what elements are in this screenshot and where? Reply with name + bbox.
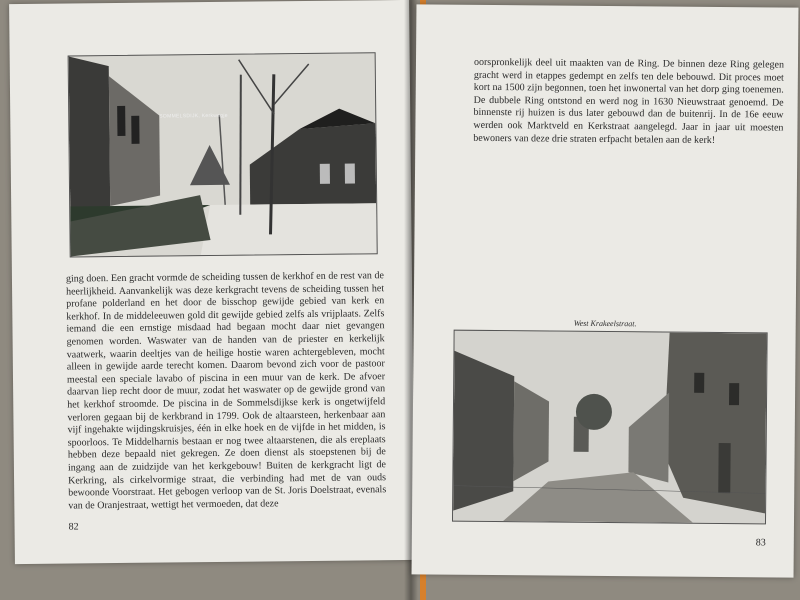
left-paragraph: ging doen. Een gracht vormde de scheiding tussen de kerkhof en de rest van de heerlijkheid. Aanvankelijk was deze kerkgracht tevens de scheiding tussen het profane polderland en het door de bisschop gewijde gebied van kerk en kerkhof. In de middeleeuwen gold dit gewijde gebied zelfs als vrijplaats. Zelfs iemand die een ernstige misdaad had begaan mocht daar niet gevangen genomen worden. Waswater van de handen van de priester en kerkelijk vaatwerk, waarin deeltjes van de heilige hostie waren achtergebleven, mocht alleen in gewijde aarde terecht komen. Daarom bevond zich voor de pastoor meestal een speciale lavabo of piscina in een muur van de kerk. De afvoer daarvan liep recht door de muur, zodat het waswater op de gewijde grond van het kerkhof stroomde. De piscina in de Sommelsdijkse kerk is ongetwijfeld verloren gegaan bij de kerkbrand in 1799. Ook de altaarsteen, herkenbaar aan vijf ingehakte wijdingskruisjes, één in elke hoek en de vijfde in het midden, is spoorloos. Te Middelharnis bestaan er nog twee altaarstenen, die als ereplaats hebben deze bepaald niet gekregen. Ze doen dienst als stoepstenen bij de ingang aan de zuidzijde van het kerkgebouw! Buiten de kerkgracht ligt de Kerkring, als cirkelvormige straat, die verbinding had met de van ouds bewoonde Voorstraat. Het gebogen verloop van de St. Joris Doelstraat, evenals van de Oranjestraat, wettigt het vermoeden, dat deze [65,270,387,512]
page-number-right: 83 [755,537,766,549]
photo-kerkwegje [68,52,378,257]
photo-caption-tag: SOMMELSDIJK, Kerkwegje [159,112,228,120]
right-paragraph: oorspronkelijk deel uit maakten van de Ring. De binnen deze Ring gelegen gracht werd in etappes gedempt en zelfs ten dele bebouwd. Dit proces moet kort na 1500 zijn begonnen, toen het inwonertal van het dorp ging toenemen. De dubbele Ring ontstond en werd nog in 1630 Nieuwstraat genoemd. De binnenste rij huizen is dus later gebouwd dan de buitenrij. In de 16e eeuw werden ook Marktveld en Kerkstraat aangelegd. Jaar in jaar uit moesten bewoners van deze drie straten erfpacht betalen aan de kerk! [473,56,785,146]
page-number-left: 82 [68,521,79,533]
right-body-text [473,57,784,148]
photo-west-krakeelstraat [452,330,768,525]
right-page [412,4,799,577]
photo-caption: West Krakeelstraat. [573,318,637,329]
left-page [9,0,415,564]
left-body-text [66,270,386,513]
